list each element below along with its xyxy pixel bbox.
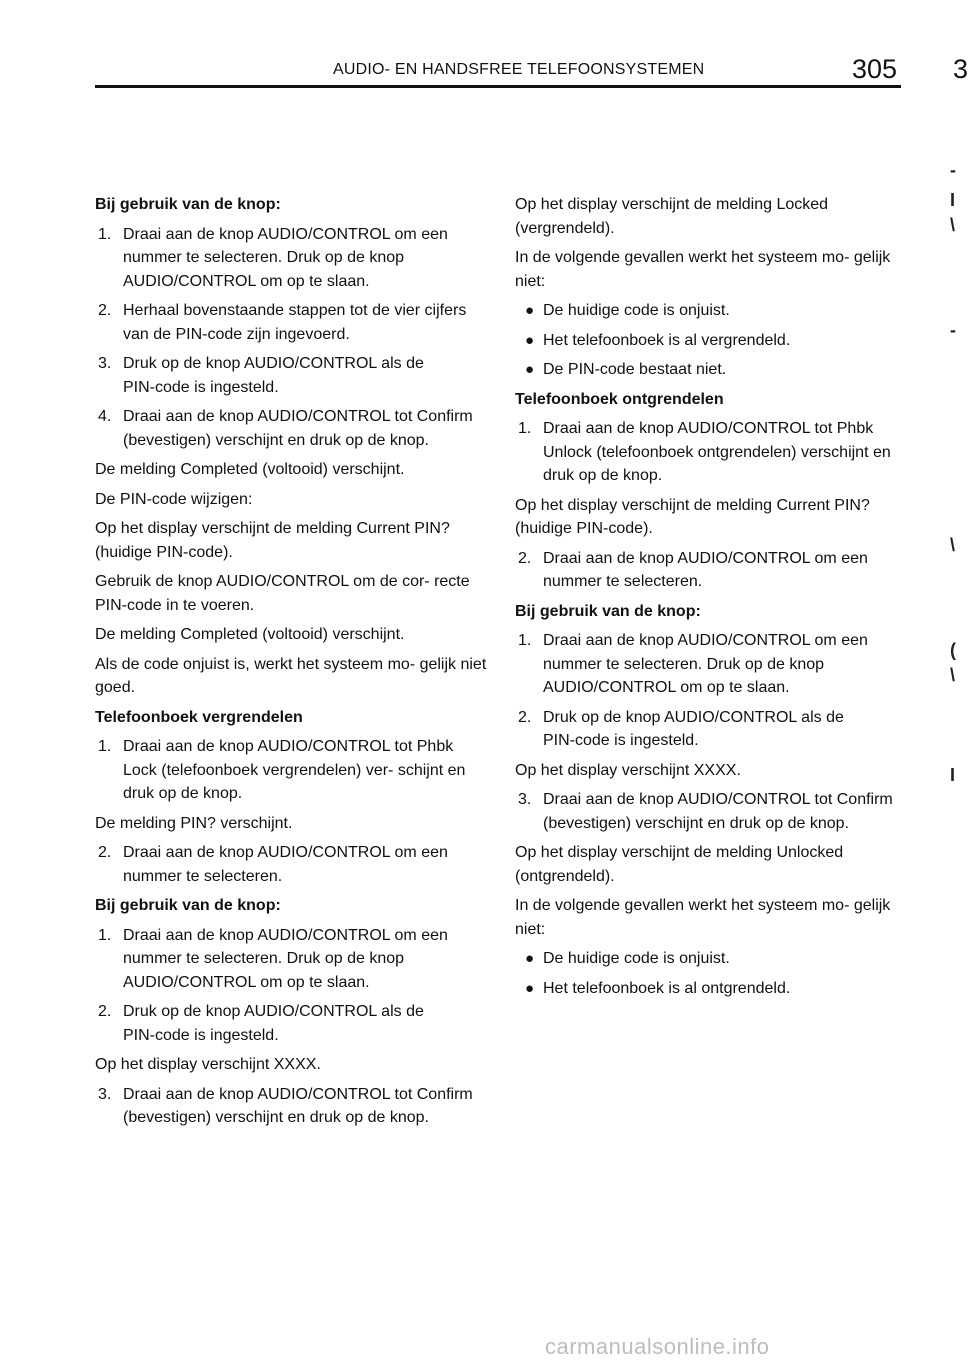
page-number-edge: 3 (953, 54, 968, 84)
paragraph: Op het display verschijnt de melding Current PIN? (huidige PIN‑code). (95, 520, 450, 561)
step-text: Draai aan de knop AUDIO/CONTROL tot Phbk Unlock (telefoonboek ontgrendelen) verschijnt en druk op de knop. (543, 420, 891, 484)
step-text: Draai aan de knop AUDIO/CONTROL om een nummer te selecteren. Druk op de knop AUDIO/CONTROL om op te slaan. (123, 225, 448, 290)
edge-mark: \ (950, 215, 956, 235)
bullet-icon: ● (525, 361, 535, 378)
numbered-step (95, 735, 490, 806)
paragraph: Op het display verschijnt XXXX. (95, 1056, 321, 1073)
numbered-step (95, 924, 490, 995)
bullet-text: Het telefoonboek is al ontgrendeld. (543, 979, 791, 997)
step-number: 3. (518, 791, 532, 808)
edge-mark: \ (950, 665, 956, 685)
step-text: Draai aan de knop AUDIO/CONTROL om een nummer te selecteren. (543, 549, 868, 590)
step-number: 3. (98, 1085, 112, 1103)
numbered-step (95, 223, 490, 294)
section-heading: Bij gebruik van de knop: (515, 602, 701, 620)
numbered-step (95, 352, 490, 399)
bullet-item (515, 358, 910, 382)
edge-mark: \ (950, 535, 956, 555)
numbered-step (95, 405, 490, 452)
numbered-step (515, 706, 910, 753)
bullet-text: De huidige code is onjuist. (543, 950, 730, 967)
section-heading: Bij gebruik van de knop: (95, 196, 281, 213)
paragraph: De PIN‑code wijzigen: (95, 490, 253, 508)
paragraph: Gebruik de knop AUDIO/CONTROL om de cor- recte PIN‑code in te voeren. (95, 573, 470, 614)
numbered-step (95, 1083, 490, 1130)
paragraph: Als de code onjuist is, werkt het systeem mo- gelijk niet goed. (95, 655, 487, 696)
bullet-text: De huidige code is onjuist. (543, 302, 730, 319)
bullet-icon: ● (525, 979, 535, 997)
paragraph: In de volgende gevallen werkt het systeem mo- gelijk niet: (515, 897, 891, 938)
paragraph: Op het display verschijnt XXXX. (515, 761, 741, 779)
paragraph: Op het display verschijnt de melding Current PIN? (huidige PIN‑code). (515, 496, 870, 537)
step-text: Draai aan de knop AUDIO/CONTROL tot Phbk Lock (telefoonboek vergrendelen) ver- schijnt en druk op de knop. (123, 738, 466, 802)
step-number: 2. (98, 302, 112, 319)
left-column (95, 193, 490, 1136)
numbered-step (515, 788, 910, 835)
numbered-step (95, 1000, 490, 1047)
bullet-icon: ● (525, 331, 535, 349)
header-rule (95, 85, 901, 88)
step-number: 1. (98, 926, 112, 944)
numbered-step (95, 299, 490, 346)
step-text: Herhaal bovenstaande stappen tot de vier cijfers van de PIN‑code zijn ingevoerd. (123, 302, 467, 343)
edge-mark: ‑ (950, 320, 956, 340)
page-number: 305 (852, 54, 898, 84)
right-column (515, 193, 910, 1006)
bullet-text: De PIN‑code bestaat niet. (543, 361, 727, 378)
step-text: Draai aan de knop AUDIO/CONTROL om een nummer te selecteren. Druk op de knop AUDIO/CONTROL om op te slaan. (543, 632, 868, 696)
header-title: AUDIO‑ EN HANDSFREE TELEFOONSYSTEMEN (333, 61, 705, 78)
step-number: 1. (98, 738, 112, 755)
step-text: Druk op de knop AUDIO/CONTROL als de PIN‑code is ingesteld. (543, 708, 844, 749)
step-number: 1. (518, 420, 532, 437)
numbered-step (515, 417, 910, 488)
step-number: 2. (518, 708, 532, 726)
paragraph: Op het display verschijnt de melding Locked (vergrendeld). (515, 196, 829, 237)
numbered-step (515, 547, 910, 594)
step-number: 3. (98, 355, 112, 372)
step-text: Draai aan de knop AUDIO/CONTROL om een nummer te selecteren. (123, 844, 448, 885)
edge-mark: ‑ (950, 160, 956, 180)
paragraph: De melding PIN? verschijnt. (95, 814, 293, 832)
bullet-item (515, 977, 910, 1001)
step-text: Draai aan de knop AUDIO/CONTROL tot Confirm (bevestigen) verschijnt en druk op de knop. (123, 1085, 473, 1126)
edge-mark: ( (950, 640, 956, 660)
step-text: Draai aan de knop AUDIO/CONTROL tot Confirm (bevestigen) verschijnt en druk op de knop. (543, 791, 893, 832)
numbered-step (95, 841, 490, 888)
bullet-text: Het telefoonboek is al vergrendeld. (543, 331, 791, 349)
step-number: 1. (98, 225, 112, 243)
step-text: Draai aan de knop AUDIO/CONTROL tot Confirm (bevestigen) verschijnt en druk op de knop. (123, 408, 473, 449)
paragraph: Op het display verschijnt de melding Unlocked (ontgrendeld). (515, 844, 844, 885)
step-number: 2. (518, 549, 532, 567)
paragraph: De melding Completed (voltooid) verschijnt. (95, 461, 405, 478)
step-number: 2. (98, 1003, 112, 1020)
step-text: Druk op de knop AUDIO/CONTROL als de PIN‑code is ingesteld. (123, 1003, 424, 1044)
bullet-icon: ● (525, 302, 535, 319)
bullet-item (515, 299, 910, 323)
bullet-item (515, 329, 910, 353)
step-number: 2. (98, 844, 112, 861)
watermark[interactable]: carmanualsonline.info (545, 1334, 770, 1359)
bullet-item (515, 947, 910, 971)
step-number: 4. (98, 408, 112, 425)
step-text: Draai aan de knop AUDIO/CONTROL om een nummer te selecteren. Druk op de knop AUDIO/CONTROL om op te slaan. (123, 926, 448, 991)
numbered-step (515, 629, 910, 700)
step-number: 1. (518, 632, 532, 649)
bullet-icon: ● (525, 950, 535, 967)
edge-mark: I (950, 190, 956, 210)
section-heading: Bij gebruik van de knop: (95, 897, 281, 914)
section-heading: Telefoonboek ontgrendelen (515, 390, 724, 408)
paragraph: In de volgende gevallen werkt het systeem mo- gelijk niet: (515, 249, 891, 290)
section-heading: Telefoonboek vergrendelen (95, 708, 303, 726)
edge-mark: I (950, 765, 956, 785)
paragraph: De melding Completed (voltooid) verschijnt. (95, 626, 405, 643)
step-text: Druk op de knop AUDIO/CONTROL als de PIN‑code is ingesteld. (123, 355, 424, 396)
